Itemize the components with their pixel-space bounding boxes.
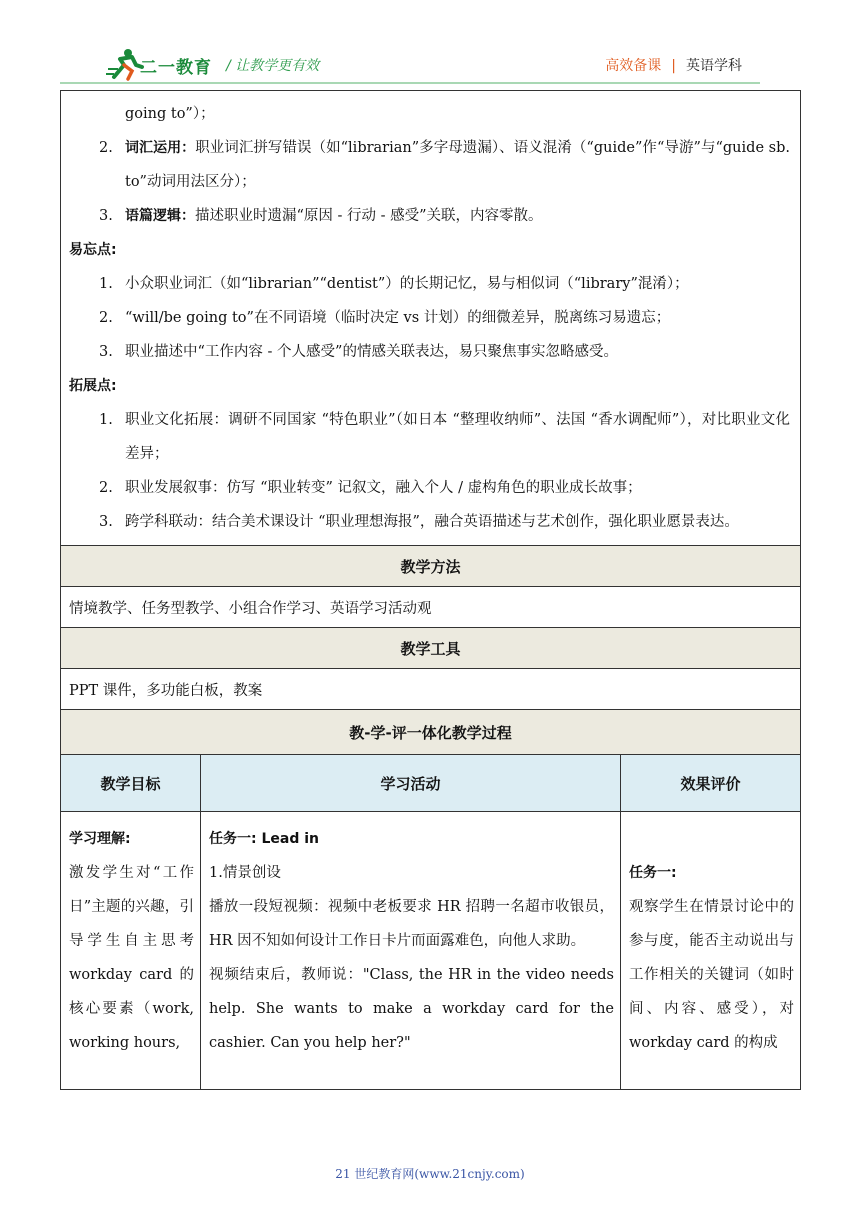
logo-text: 二一教育: [140, 58, 212, 78]
key-points-cell: [61, 91, 801, 546]
goal-head: 学习理解:: [69, 831, 131, 847]
column-header-goal: 教学目标: [61, 755, 201, 812]
forget-list: [69, 267, 790, 369]
list-item: 2. 词汇运用：职业词汇拼写错误（如“librarian”多字母遗漏）、语义混淆（“guide”作“导游”与“guide sb. to”动词用法区分）；: [99, 140, 791, 190]
activity-paragraph-1: 播放一段短视频：视频中老板要求 HR 招聘一名超市收银员，HR 因不知如何设计工作日卡片而面露难色，向他人求助。: [209, 899, 614, 949]
activity-paragraph-2: 视频结束后，教师说："Class, the HR in the video needs help. She wants to make a workday card for the cashier. Can you help her?": [209, 967, 614, 1051]
activity-head: 任务一: Lead in: [209, 831, 319, 847]
list-item: 3. 职业描述中“工作内容 - 个人感受”的情感关联表达，易只聚焦事实忽略感受。: [99, 344, 618, 360]
expand-title: 拓展点:: [69, 378, 117, 394]
process-title: 教-学-评一体化教学过程: [61, 710, 801, 755]
methods-text: 情境教学、任务型教学、小组合作学习、英语学习活动观: [61, 587, 801, 628]
column-header-activity: 学习活动: [201, 755, 621, 812]
goal-cell: [61, 812, 201, 1090]
list-item: 3. 跨学科联动：结合美术课设计 “职业理想海报”，融合英语描述与艺术创作，强化职业愿景表达。: [99, 514, 739, 530]
column-header-evaluation: 效果评价: [621, 755, 801, 812]
activity-cell: [201, 812, 621, 1090]
header-divider: [60, 82, 760, 84]
goal-text: 激发学生对“工作日”主题的兴趣，引导学生自主思考 workday card 的核心要素（work, working hours,: [69, 865, 194, 1051]
lesson-plan-table: [60, 90, 801, 1090]
header-right: [605, 55, 742, 75]
list-item: 1. 小众职业词汇（如“librarian”“dentist”）的长期记忆，易与相似词（“library”混淆）；: [99, 276, 689, 292]
list-item: 1. 职业文化拓展：调研不同国家 “特色职业”（如日本 “整理收纳师”、法国 “香水调配师”），对比职业文化差异；: [99, 412, 790, 462]
header-label-subject: 英语学科: [686, 58, 742, 74]
footer-source: 21 世纪教育网(www.21cnjy.com): [335, 1167, 525, 1181]
difficulty-list: [69, 131, 790, 233]
tools-text: PPT 课件，多功能白板，教案: [61, 669, 801, 710]
expand-list: [69, 403, 790, 539]
activity-sub: 1.情景创设: [209, 865, 281, 881]
evaluation-text: 观察学生在情景讨论中的参与度，能否主动说出与工作相关的关键词（如时间、内容、感受），对 workday card 的构成: [629, 899, 794, 1051]
slogan: / 让教学更有效: [226, 58, 320, 74]
tools-title: 教学工具: [61, 628, 801, 669]
header-separator: |: [671, 58, 676, 74]
methods-title: 教学方法: [61, 546, 801, 587]
header-label-efficient: 高效备课: [605, 58, 662, 74]
evaluation-cell: [621, 812, 801, 1090]
forget-title: 易忘点:: [69, 242, 117, 258]
list-item: 2. 职业发展叙事：仿写 “职业转变” 记叙文，融入个人 / 虚构角色的职业成长故事；: [99, 480, 642, 496]
page-header: [0, 0, 860, 90]
evaluation-head: 任务一:: [629, 865, 677, 881]
list-item: 3. 语篇逻辑：描述职业时遗漏“原因 - 行动 - 感受”关联，内容零散。: [99, 208, 543, 224]
continued-line: going to”）；: [125, 106, 215, 122]
list-item: 2. “will/be going to”在不同语境（临时决定 vs 计划）的细微差异，脱离练习易遗忘；: [99, 310, 671, 326]
